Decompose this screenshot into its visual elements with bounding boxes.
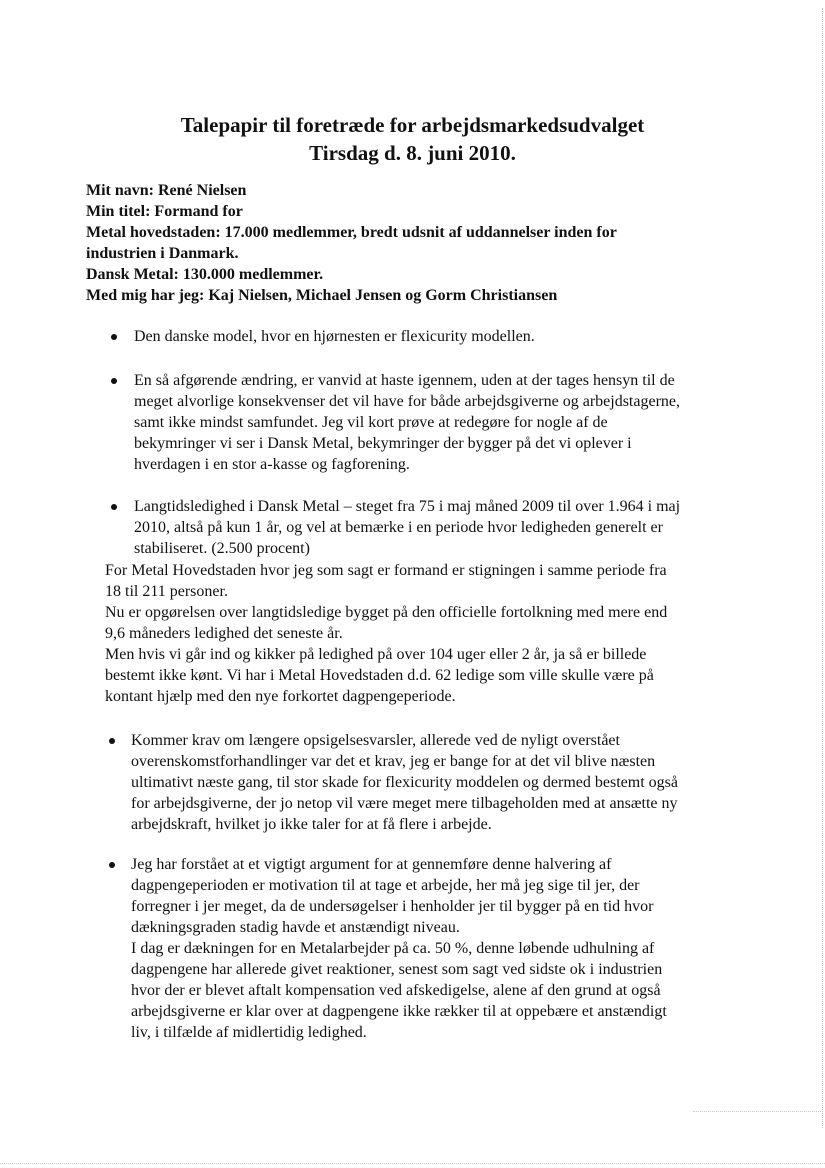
scan-edge-right xyxy=(821,8,823,1128)
paragraph-line: bestemt ikke kønt. Vi har i Metal Hovedstaden d.d. 62 ledige som ville skulle være på xyxy=(105,667,654,684)
document-title: Talepapir til foretræde for arbejdsmarkedsudvalget xyxy=(180,113,645,137)
info-metal-hovedstaden: Metal hovedstaden: 17.000 medlemmer, bredt udsnit af uddannelser inden for xyxy=(86,224,617,241)
bullet-line: arbejdskraft, hvilket jo ikke taler for at få flere i arbejde. xyxy=(131,816,492,833)
bullet-line: forregner i jer meget, da de undersøgelser i henholder jer til bygger på en tid hvor xyxy=(131,898,654,915)
bullet-line: stabiliseret. (2.500 procent) xyxy=(134,540,310,557)
bullet-icon xyxy=(111,504,117,510)
bullet-icon xyxy=(111,378,117,384)
bullet-line: En så afgørende ændring, er vanvid at haste igennem, uden at der tages hensyn til de xyxy=(134,372,675,389)
paragraph-line: Men hvis vi går ind og kikker på ledighed på over 104 uger eller 2 år, ja så er billede xyxy=(105,646,647,663)
bullet-line: liv, i tilfælde af midlertidig ledighed. xyxy=(131,1024,367,1041)
bullet-line: samt ikke mindst samfundet. Jeg vil kort prøve at redegøre for nogle af de xyxy=(134,414,608,431)
bullet-line: Den danske model, hvor en hjørnesten er flexicurity modellen. xyxy=(134,328,535,345)
paragraph-line: kontant hjælp med den nye forkortet dagpengeperiode. xyxy=(105,688,456,705)
bullet-item-motivation-argument xyxy=(131,854,667,1043)
paragraph-line: 9,6 måneders ledighed det seneste år. xyxy=(105,625,343,642)
bullet-item-notice-periods xyxy=(131,730,678,835)
bullet-line: Kommer krav om længere opsigelsesvarsler, allerede ved de nyligt overstået xyxy=(131,732,620,749)
bullet-line: overenskomstforhandlinger var det et krav, jeg er bange for at det vil blive næsten xyxy=(131,753,656,770)
bullet-line: arbejdsgiverne er klar over at dagpengene ikke rækker til at oppebære et anstændigt xyxy=(131,1003,667,1020)
bullet-line: Jeg har forstået at et vigtigt argument for at gennemføre denne halvering af xyxy=(131,856,612,873)
paragraph-line: Nu er opgørelsen over langtidsledige bygget på den officielle fortolkning med mere end xyxy=(105,604,668,621)
bullet-line: dagpengene har allerede givet reaktioner, senest som sagt ved sidste ok i industrien xyxy=(131,961,663,978)
info-dansk-metal: Dansk Metal: 130.000 medlemmer. xyxy=(86,266,324,283)
bullet-icon xyxy=(111,334,117,340)
bullet-line: ultimativt næste gang, til stor skade for flexicurity moddelen og dermed bestemt også xyxy=(131,774,678,791)
bullet-item-change xyxy=(134,370,680,475)
scan-edge-bottom xyxy=(0,1162,825,1164)
bullet-line: hverdagen i en stor a-kasse og fagforening. xyxy=(134,456,410,473)
bullet-line: hvor der er blevet aftalt kompensation ved afskedigelse, alene af den grund at også xyxy=(131,982,661,999)
document-date: Tirsdag d. 8. juni 2010. xyxy=(309,141,516,165)
paragraph-line: For Metal Hovedstaden hvor jeg som sagt er formand er stigningen i samme periode fra xyxy=(105,562,667,579)
bullet-line: 2010, altså på kun 1 år, og vel at bemærke i en periode hvor ledigheden generelt er xyxy=(134,519,663,536)
bullet-line: dækningsgraden stadig havde et anstændigt niveau. xyxy=(131,919,460,936)
bullet-line: meget alvorlige konsekvenser det vil have for både arbejdsgiverne og arbejdstagerne, xyxy=(134,393,681,410)
bullet-line: bekymringer vi ser i Dansk Metal, bekymringer der bygger på det vi oplever i xyxy=(134,435,632,452)
info-title: Min titel: Formand for xyxy=(86,203,243,220)
paragraph-metal-hovedstaden xyxy=(105,560,667,707)
paragraph-line: 18 til 211 personer. xyxy=(105,583,228,600)
speaker-info xyxy=(86,180,726,306)
info-name: Mit navn: René Nielsen xyxy=(86,182,247,199)
bullet-line: I dag er dækningen for en Metalarbejder på ca. 50 %, denne løbende udhulning af xyxy=(131,940,655,957)
bullet-item-danish-model xyxy=(134,326,535,347)
bullet-icon xyxy=(109,862,115,868)
bullet-line: dagpengeperioden er motivation til at tage et arbejde, her må jeg sige til jer, der xyxy=(131,877,640,894)
info-companions: Med mig har jeg: Kaj Nielsen, Michael Jensen og Gorm Christiansen xyxy=(86,287,558,304)
scan-mark xyxy=(693,1111,823,1113)
bullet-icon xyxy=(109,738,115,744)
bullet-line: Langtidsledighed i Dansk Metal – steget fra 75 i maj måned 2009 til over 1.964 i maj xyxy=(134,498,681,515)
bullet-line: for arbejdsgiverne, der jo netop vil være meget mere tilbageholden med at ansætte ny xyxy=(131,795,678,812)
bullet-item-long-term-unemployment xyxy=(134,496,680,559)
info-metal-hovedstaden-cont: industrien i Danmark. xyxy=(86,245,239,262)
